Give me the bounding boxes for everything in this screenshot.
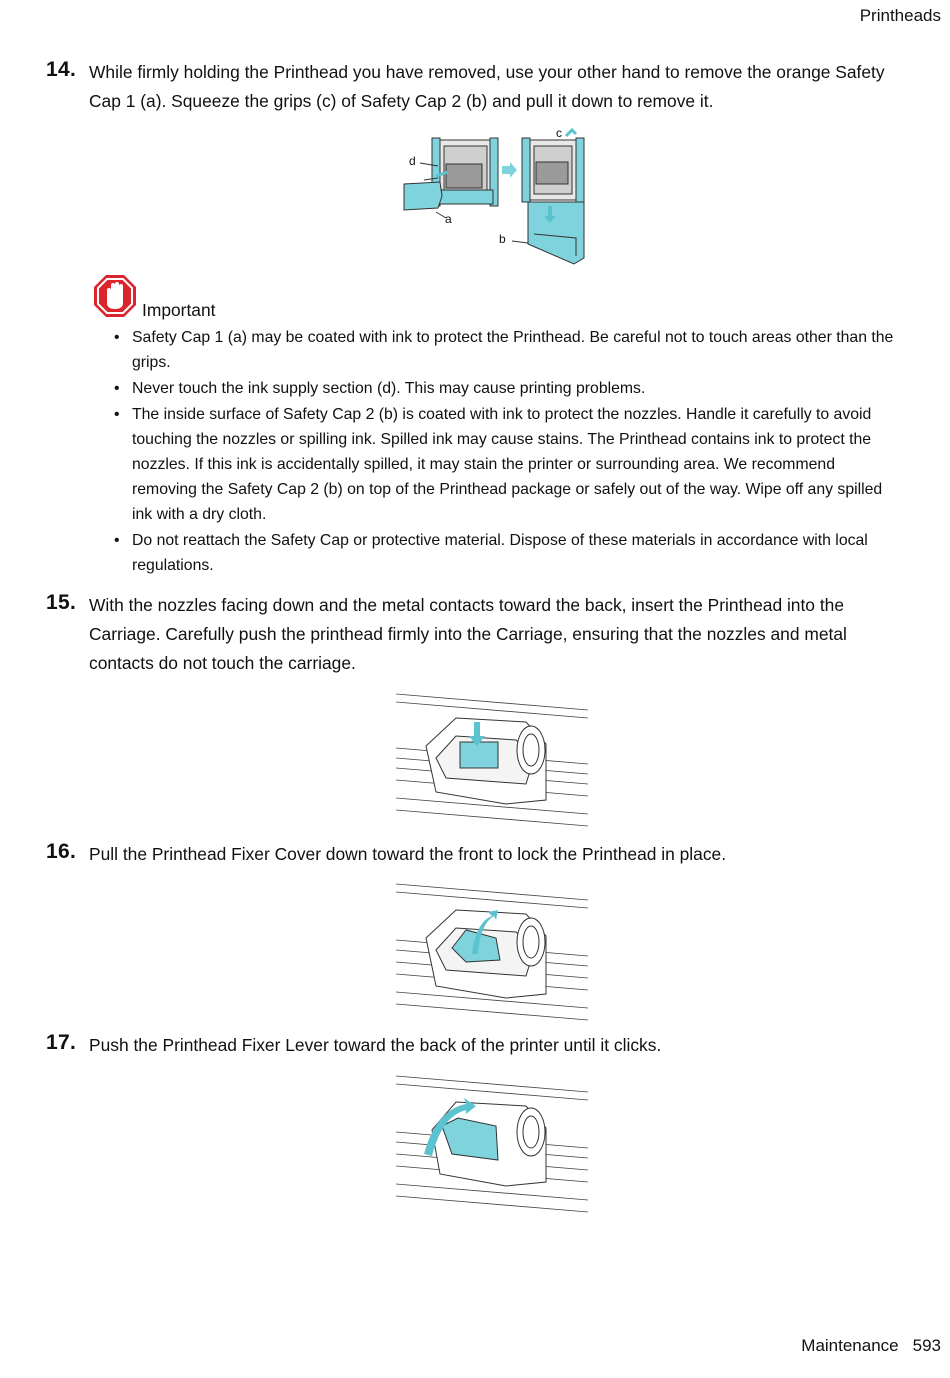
list-item: • Safety Cap 1 (a) may be coated with ink to protect the Printhead. Be careful not to touch areas other than the grips.: [114, 329, 894, 371]
list-item: • Never touch the ink supply section (d). This may cause printing problems.: [114, 380, 646, 397]
step-number: 17.: [46, 1031, 77, 1054]
footer-chapter: Maintenance: [801, 1336, 899, 1355]
page-footer: [801, 1336, 941, 1356]
label-a: a: [445, 212, 452, 226]
step-15: [46, 591, 906, 678]
fixer-cover-illustration: [396, 878, 588, 1024]
bullet-text: The inside surface of Safety Cap 2 (b) is coated with ink to protect the nozzles. Handle it carefully to avoid touching the nozzles or spilling ink. Spilled ink may cause stains. The Printhead contains ink to protect the nozzles. If this ink is accidentally spilled, it may stain the printer or surrounding area. We recommend removing the Safety Cap 2 (b) on top of the Printhead package or safely out of the way. Wipe off any spilled ink with a dry cloth.: [132, 406, 883, 523]
step-number: 16.: [46, 840, 77, 863]
page-number: 593: [912, 1336, 941, 1355]
insert-printhead-illustration: [396, 688, 588, 830]
safety-cap-removal-illustration: [398, 126, 588, 266]
step-text: With the nozzles facing down and the metal contacts toward the back, insert the Printhead into the Carriage. Carefully push the printhead firmly into the Carriage, ensuring that the nozzles and metal contacts do not touch the carriage.: [89, 595, 847, 673]
list-item: • Do not reattach the Safety Cap or protective material. Dispose of these materials in accordance with local regulations.: [114, 532, 868, 574]
fixer-lever-illustration: [396, 1070, 588, 1216]
label-d: d: [409, 154, 416, 168]
step-number: 15.: [46, 591, 77, 614]
important-list: [92, 325, 902, 578]
bullet-text: Safety Cap 1 (a) may be coated with ink to protect the Printhead. Be careful not to touch areas other than the grips.: [132, 329, 894, 371]
step-text: Push the Printhead Fixer Lever toward the back of the printer until it clicks.: [89, 1035, 662, 1055]
step-17: [46, 1031, 906, 1060]
step-text: Pull the Printhead Fixer Cover down toward the front to lock the Printhead in place.: [89, 844, 727, 864]
important-title: Important: [142, 300, 216, 320]
label-c: c: [556, 126, 562, 140]
step-14: [46, 58, 906, 116]
step-number: 14.: [46, 58, 77, 81]
important-notice: [92, 273, 902, 579]
running-header: Printheads: [859, 6, 941, 25]
stop-hand-icon: [92, 273, 138, 319]
bullet-text: Do not reattach the Safety Cap or protective material. Dispose of these materials in accordance with local regulations.: [132, 532, 868, 574]
step-text: While firmly holding the Printhead you have removed, use your other hand to remove the orange Safety Cap 1 (a). Squeeze the grips (c) of Safety Cap 2 (b) and pull it down to remove it.: [89, 62, 885, 111]
step-16: [46, 840, 906, 869]
list-item: • The inside surface of Safety Cap 2 (b) is coated with ink to protect the nozzles. Handle it carefully to avoid touching the nozzles or spilling ink. Spilled ink may cause stains. The Printhead contains ink to protect the nozzles. If this ink is accidentally spilled, it may stain the printer or surrounding area. We recommend removing the Safety Cap 2 (b) on top of the Printhead package or safely out of the way. Wipe off any spilled ink with a dry cloth.: [114, 406, 883, 523]
label-b: b: [499, 232, 506, 246]
bullet-text: Never touch the ink supply section (d). This may cause printing problems.: [132, 380, 646, 397]
